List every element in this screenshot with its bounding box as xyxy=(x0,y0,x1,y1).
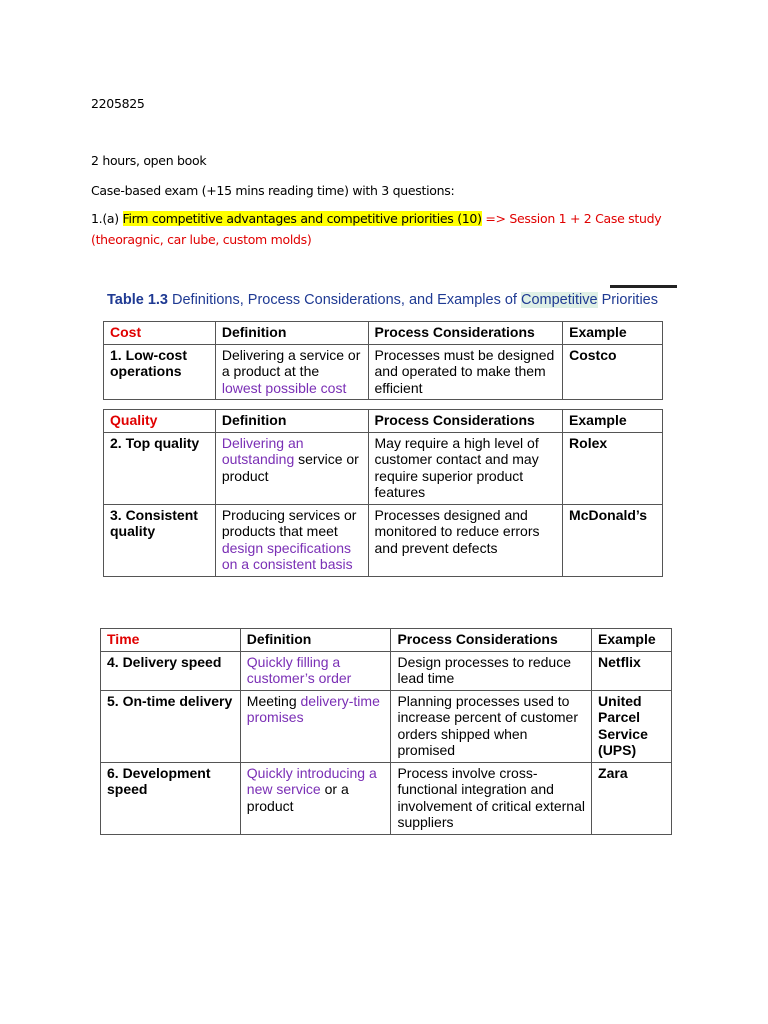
time-header: Time xyxy=(101,629,241,652)
time-table xyxy=(100,628,672,835)
definition-cell xyxy=(215,344,368,400)
process-header: Process Considerations xyxy=(368,322,563,345)
example-cell: Zara xyxy=(592,762,672,834)
row-label: 1. Low-cost operations xyxy=(104,344,216,400)
question-1a-line xyxy=(91,211,661,226)
definition-header: Definition xyxy=(215,322,368,345)
table-row xyxy=(101,651,672,690)
definition-text: Producing services or products that meet xyxy=(221,506,357,539)
question-1a-prefix: 1.(a) xyxy=(91,211,123,226)
definition-keyword: design specifications on a consistent basis xyxy=(221,539,353,572)
definition-keyword: lowest possible cost xyxy=(221,379,347,396)
table-row xyxy=(101,690,672,762)
process-cell: Processes must be designed and operated to make them efficient xyxy=(368,344,563,400)
quality-header: Quality xyxy=(104,410,216,433)
definition-cell xyxy=(240,762,391,834)
divider-rule xyxy=(610,285,677,288)
table-title-highlight: Competitive xyxy=(521,292,598,308)
definition-keyword: Quickly introducing a new service xyxy=(246,764,377,797)
definition-keyword: delivery-time promises xyxy=(246,692,380,725)
definition-cell xyxy=(215,504,368,576)
table-title-label: Table 1.3 xyxy=(107,292,168,308)
example-cell: Rolex xyxy=(563,432,663,504)
question-1a-cases: (theoragnic, car lube, custom molds) xyxy=(91,232,312,247)
table-row xyxy=(101,762,672,834)
row-label: 5. On-time delivery xyxy=(101,690,241,762)
question-1a-reference: => Session 1 + 2 Case study xyxy=(481,211,662,226)
row-label: 6. Development speed xyxy=(101,762,241,834)
question-1a-highlight: Firm competitive advantages and competitive priorities (10) xyxy=(122,211,482,226)
definition-keyword: Quickly filling a customer’s order xyxy=(246,653,352,686)
example-cell: Costco xyxy=(563,344,663,400)
table-title-end: Priorities xyxy=(597,292,658,308)
definition-header: Definition xyxy=(215,410,368,433)
row-label: 3. Consistent quality xyxy=(104,504,216,576)
process-cell: Processes designed and monitored to reduce errors and prevent defects xyxy=(368,504,563,576)
definition-text: Delivering a service or a product at the xyxy=(221,346,361,379)
table-header-row xyxy=(104,410,663,433)
table-header-row xyxy=(104,322,663,345)
example-header: Example xyxy=(563,410,663,433)
process-header: Process Considerations xyxy=(391,629,592,652)
table-title-text: Definitions, Process Considerations, and Examples of xyxy=(167,292,521,308)
cost-header: Cost xyxy=(104,322,216,345)
exam-duration-line: 2 hours, open book xyxy=(91,153,207,168)
definition-cell xyxy=(240,651,391,690)
definition-text: service or product xyxy=(221,451,359,484)
example-cell: Netflix xyxy=(592,651,672,690)
definition-keyword: Delivering an outstanding xyxy=(221,434,304,467)
process-cell: Planning processes used to increase percent of customer orders shipped when promised xyxy=(391,690,592,762)
example-cell: United Parcel Service (UPS) xyxy=(592,690,672,762)
definition-header: Definition xyxy=(240,629,391,652)
table-row xyxy=(104,504,663,576)
process-cell: Design processes to reduce lead time xyxy=(391,651,592,690)
row-label: 4. Delivery speed xyxy=(101,651,241,690)
definition-cell xyxy=(215,432,368,504)
definition-text: or a product xyxy=(246,781,349,814)
document-id: 2205825 xyxy=(91,96,145,111)
table-row xyxy=(104,344,663,400)
table-header-row xyxy=(101,629,672,652)
example-header: Example xyxy=(563,322,663,345)
table-row xyxy=(104,432,663,504)
definition-cell xyxy=(240,690,391,762)
definition-text: Meeting xyxy=(246,692,301,709)
quality-table xyxy=(103,409,663,577)
table-title xyxy=(107,292,658,308)
process-cell: Process involve cross-functional integration and involvement of critical external suppliers xyxy=(391,762,592,834)
exam-format-line: Case-based exam (+15 mins reading time) with 3 questions: xyxy=(91,183,455,198)
example-cell: McDonald’s xyxy=(563,504,663,576)
row-label: 2. Top quality xyxy=(104,432,216,504)
example-header: Example xyxy=(592,629,672,652)
process-cell: May require a high level of customer contact and may require superior product features xyxy=(368,432,563,504)
process-header: Process Considerations xyxy=(368,410,563,433)
cost-table xyxy=(103,321,663,400)
